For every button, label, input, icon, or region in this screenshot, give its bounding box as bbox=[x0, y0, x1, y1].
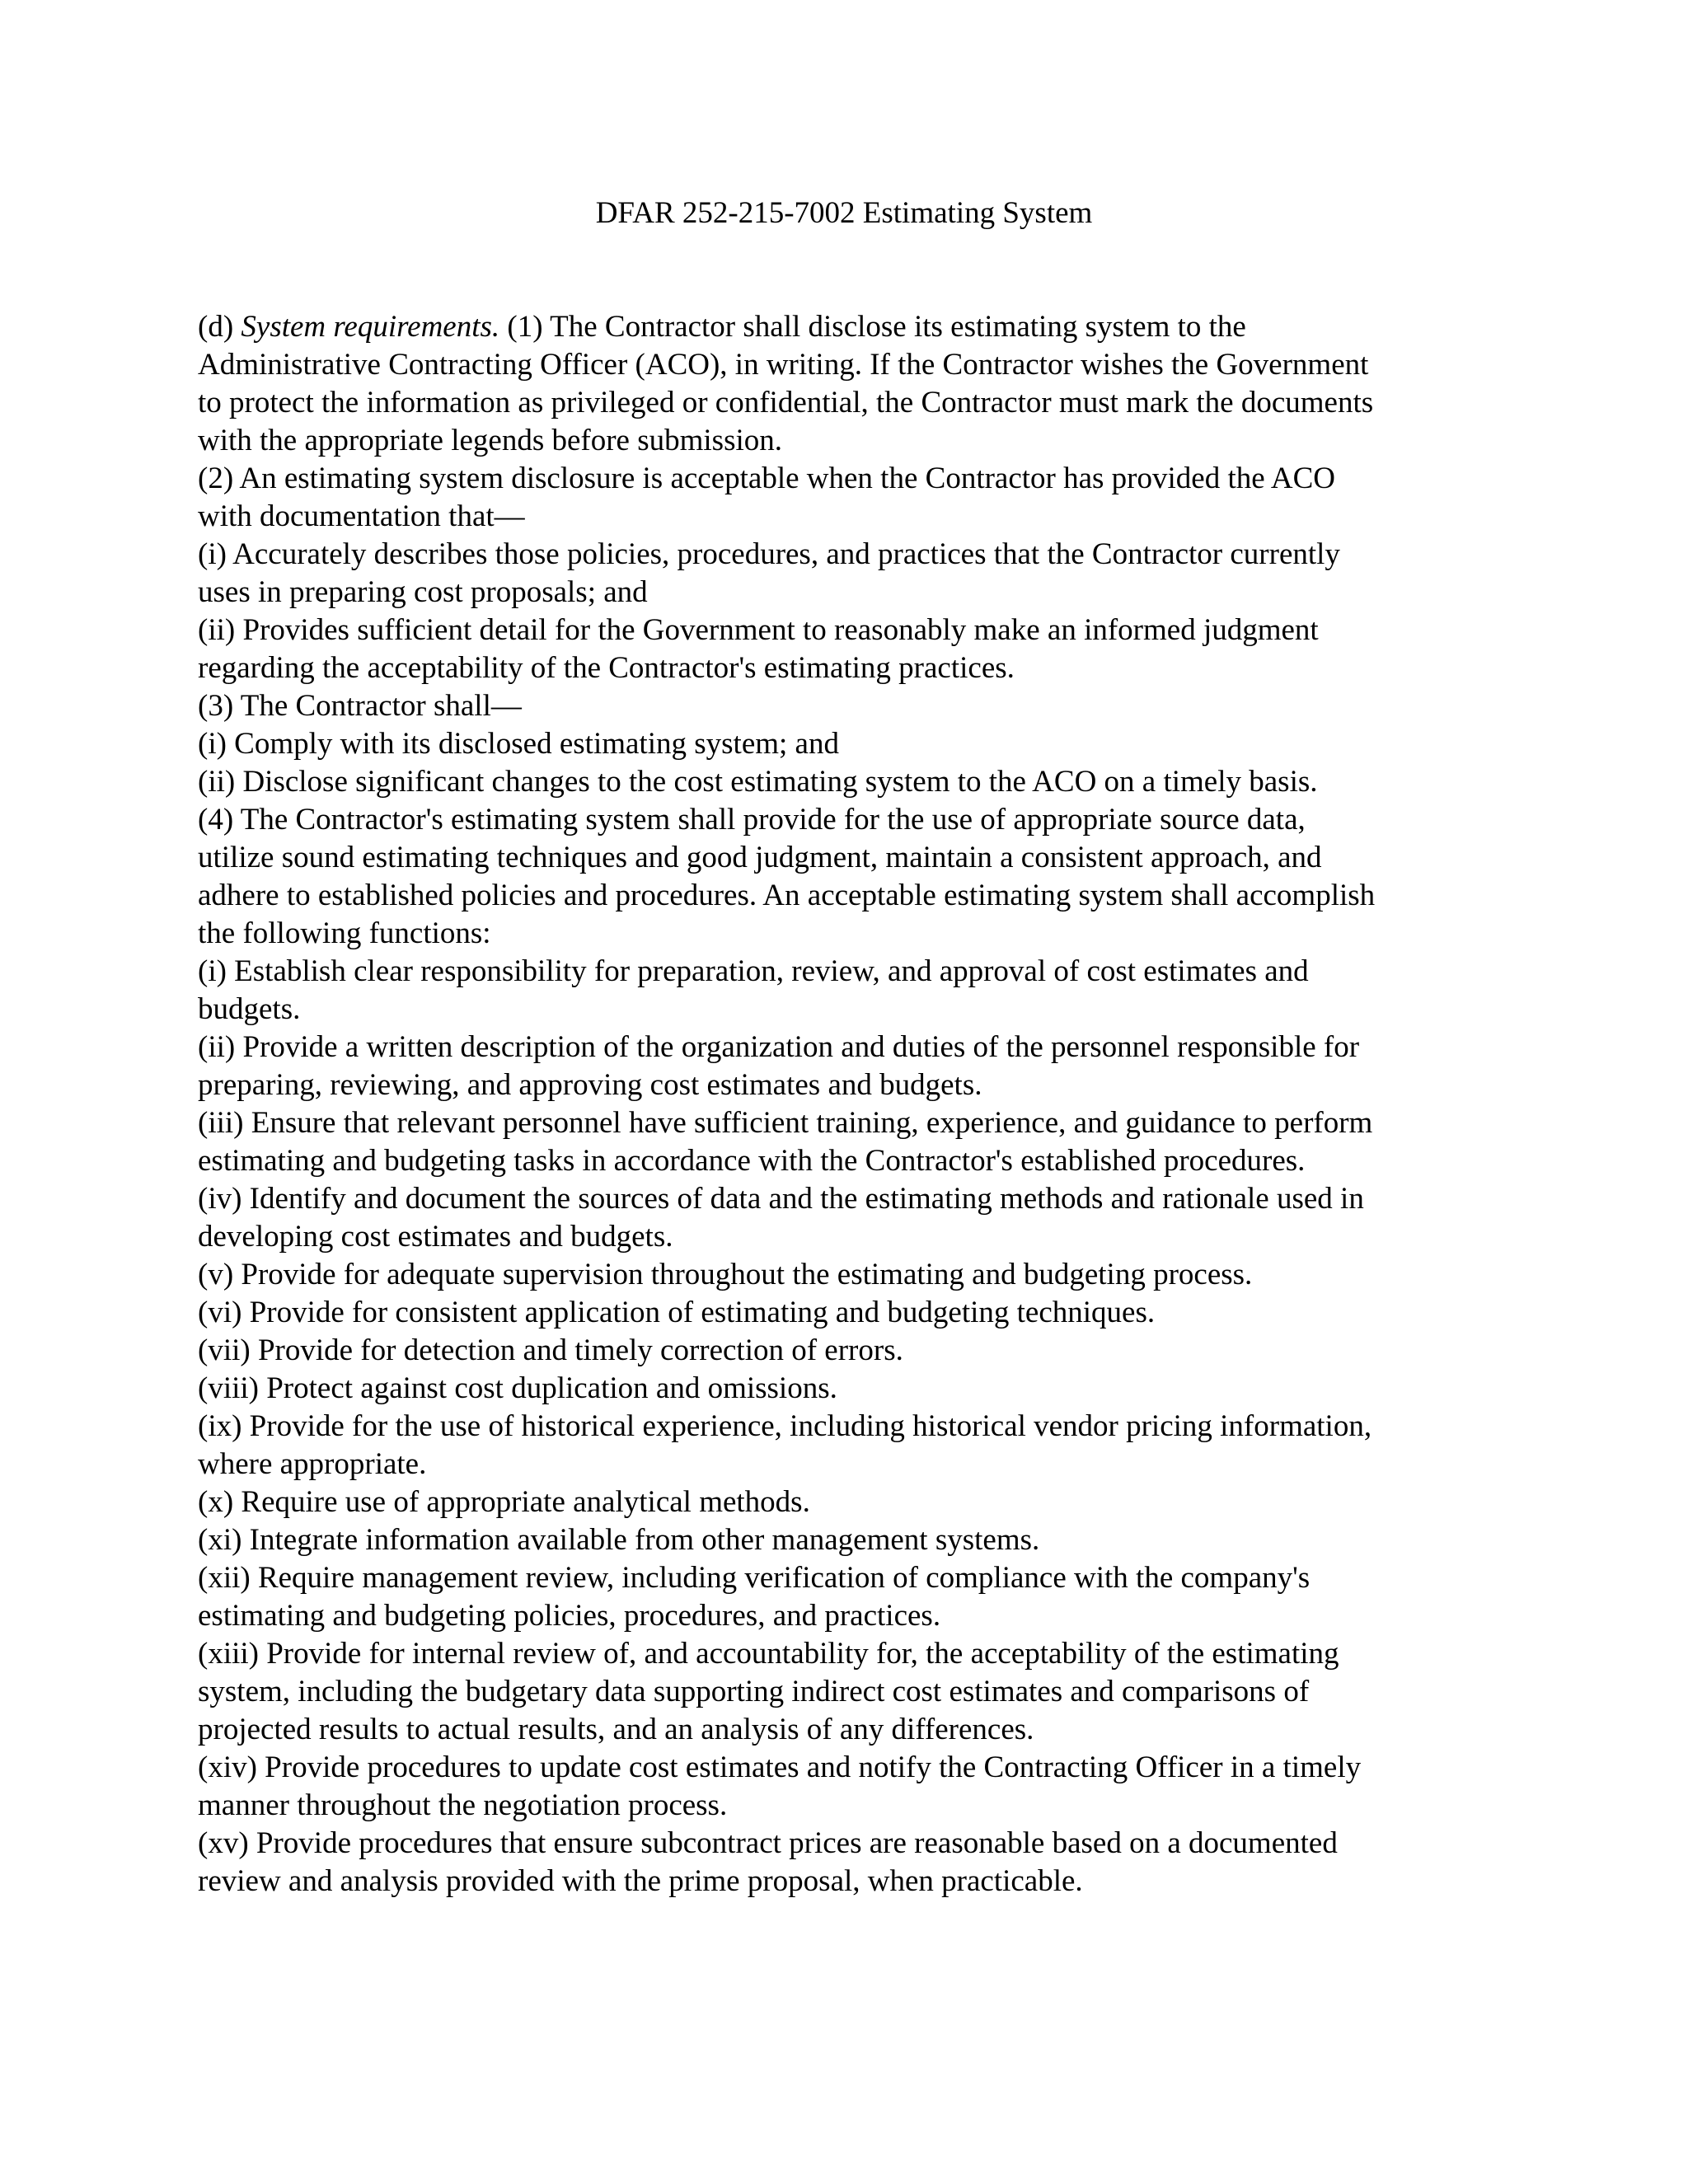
body-line: (ii) Provide a written description of the organization and duties of the personnel responsible for bbox=[198, 1030, 1360, 1064]
body-line: developing cost estimates and budgets. bbox=[198, 1220, 673, 1254]
body-line: estimating and budgeting policies, procedures, and practices. bbox=[198, 1599, 941, 1633]
body-line: (ii) Disclose significant changes to the cost estimating system to the ACO on a timely basis. bbox=[198, 765, 1318, 799]
body-line: (vi) Provide for consistent application of estimating and budgeting techniques. bbox=[198, 1296, 1156, 1329]
body-line: (x) Require use of appropriate analytical methods. bbox=[198, 1485, 810, 1519]
body-line: review and analysis provided with the prime proposal, when practicable. bbox=[198, 1864, 1083, 1898]
body-line: preparing, reviewing, and approving cost estimates and budgets. bbox=[198, 1068, 982, 1102]
body-line: (iii) Ensure that relevant personnel have sufficient training, experience, and guidance to perform bbox=[198, 1106, 1373, 1140]
body-line: (xiv) Provide procedures to update cost estimates and notify the Contracting Officer in a timely bbox=[198, 1750, 1362, 1784]
body-line: estimating and budgeting tasks in accordance with the Contractor's established procedures. bbox=[198, 1144, 1306, 1178]
body-line: regarding the acceptability of the Contractor's estimating practices. bbox=[198, 651, 1015, 685]
body-line: (xii) Require management review, including verification of compliance with the company's bbox=[198, 1561, 1311, 1595]
body-line: (xv) Provide procedures that ensure subcontract prices are reasonable based on a documented bbox=[198, 1826, 1338, 1860]
body-line: (vii) Provide for detection and timely correction of errors. bbox=[198, 1333, 903, 1367]
section-d-text: (1) The Contractor shall disclose its estimating system to the bbox=[499, 310, 1246, 344]
body-line: (i) Comply with its disclosed estimating system; and bbox=[198, 727, 839, 761]
body-line: to protect the information as privileged or confidential, the Contractor must mark the documents bbox=[198, 386, 1374, 419]
body-line: system, including the budgetary data supporting indirect cost estimates and comparisons of bbox=[198, 1675, 1310, 1708]
body-line bbox=[198, 308, 1500, 346]
body-line: (viii) Protect against cost duplication and omissions. bbox=[198, 1371, 837, 1405]
body-line: the following functions: bbox=[198, 916, 491, 950]
body-line: (xi) Integrate information available from other management systems. bbox=[198, 1523, 1040, 1557]
body-line: (i) Accurately describes those policies, procedures, and practices that the Contractor currently bbox=[198, 537, 1340, 571]
body-line: with documentation that— bbox=[198, 499, 525, 533]
section-d-heading: System requirements. bbox=[241, 310, 500, 344]
body-line: adhere to established policies and procedures. An acceptable estimating system shall accomplish bbox=[198, 879, 1376, 912]
body-line: (4) The Contractor's estimating system shall provide for the use of appropriate source data, bbox=[198, 803, 1306, 837]
section-d-prefix: (d) bbox=[198, 310, 241, 344]
body-line: with the appropriate legends before submission. bbox=[198, 424, 782, 457]
body-line: uses in preparing cost proposals; and bbox=[198, 575, 648, 609]
body-line: projected results to actual results, and an analysis of any differences. bbox=[198, 1713, 1034, 1746]
body-line: (xiii) Provide for internal review of, and accountability for, the acceptability of the estimating bbox=[198, 1637, 1339, 1671]
body-line: (3) The Contractor shall— bbox=[198, 689, 522, 723]
body-line: (ii) Provides sufficient detail for the Government to reasonably make an informed judgment bbox=[198, 613, 1319, 647]
body-line: (v) Provide for adequate supervision throughout the estimating and budgeting process. bbox=[198, 1258, 1253, 1291]
body-line: manner throughout the negotiation process. bbox=[198, 1788, 728, 1822]
body-line: (2) An estimating system disclosure is acceptable when the Contractor has provided the ACO bbox=[198, 462, 1335, 495]
body-line: (iv) Identify and document the sources of data and the estimating methods and rationale used in bbox=[198, 1182, 1364, 1216]
body-line: utilize sound estimating techniques and good judgment, maintain a consistent approach, and bbox=[198, 841, 1322, 874]
document-title: DFAR 252-215-7002 Estimating System bbox=[595, 196, 1093, 230]
body-line: (ix) Provide for the use of historical experience, including historical vendor pricing information, bbox=[198, 1409, 1372, 1443]
body-line: where appropriate. bbox=[198, 1447, 427, 1481]
body-line: budgets. bbox=[198, 992, 301, 1026]
document-body bbox=[198, 308, 1500, 1900]
body-line: Administrative Contracting Officer (ACO), in writing. If the Contractor wishes the Government bbox=[198, 348, 1369, 382]
body-line: (i) Establish clear responsibility for preparation, review, and approval of cost estimates and bbox=[198, 954, 1309, 988]
